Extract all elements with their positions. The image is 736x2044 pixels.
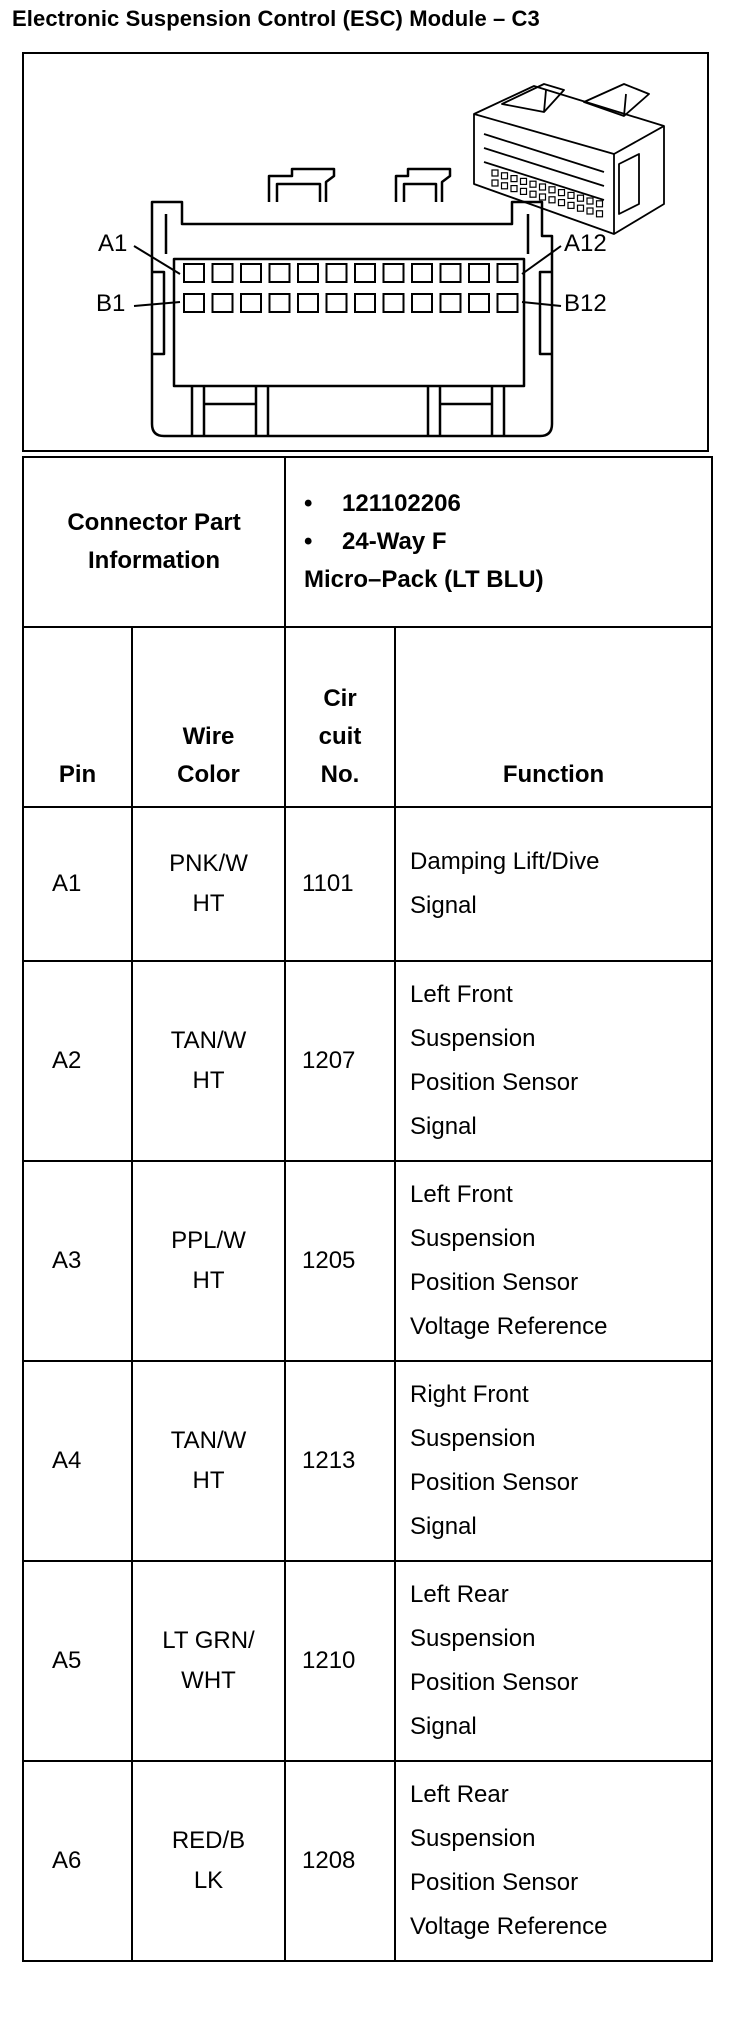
col-header-pin: Pin <box>23 627 132 807</box>
iso-pin-hole <box>511 186 517 192</box>
function-line: Left Front <box>410 981 513 1008</box>
function-line: Suspension <box>410 1625 536 1652</box>
wire-color-cell <box>132 1561 285 1761</box>
pin-cavity <box>270 264 290 282</box>
function-line: Suspension <box>410 1225 536 1252</box>
pin-cavity <box>412 264 432 282</box>
table-row <box>23 961 712 1161</box>
connector-series: Micro–Pack (LT BLU) <box>304 566 544 593</box>
wire-color-line: LK <box>193 1867 224 1894</box>
wire-color-line: TAN/W <box>170 1027 247 1054</box>
pin-cavity <box>469 294 489 312</box>
pin-cell: A3 <box>23 1161 132 1361</box>
pin-cell: A6 <box>23 1761 132 1961</box>
function-line: Left Front <box>410 1181 513 1208</box>
pin-cell: A5 <box>23 1561 132 1761</box>
circuit-cell: 1213 <box>285 1361 395 1561</box>
table-row <box>23 1761 712 1961</box>
pin-cavity <box>270 294 290 312</box>
iso-pin-hole <box>492 170 498 176</box>
function-cell <box>395 961 712 1161</box>
wire-color-line: PNK/W <box>169 850 248 877</box>
function-line: Left Rear <box>410 1581 509 1608</box>
wire-color-line: RED/B <box>171 1827 246 1854</box>
label-b1: B1 <box>96 290 126 317</box>
function-cell <box>395 1161 712 1361</box>
function-line: Voltage Reference <box>410 1913 608 1940</box>
pinout-table <box>22 456 713 1962</box>
table-row <box>23 1561 712 1761</box>
function-line: Position Sensor <box>410 1269 579 1296</box>
pin-cavity <box>355 264 375 282</box>
iso-pin-hole <box>568 202 574 208</box>
iso-pin-hole <box>530 191 536 197</box>
pin-cavity <box>241 294 261 312</box>
pin-cavity <box>241 264 261 282</box>
function-line: Suspension <box>410 1025 536 1052</box>
label-b12: B12 <box>564 290 607 317</box>
function-line: Signal <box>410 1713 477 1740</box>
function-line: Position Sensor <box>410 1069 579 1096</box>
pin-cell: A4 <box>23 1361 132 1561</box>
pin-cavity <box>412 294 432 312</box>
function-line: Position Sensor <box>410 1869 579 1896</box>
circuit-cell: 1208 <box>285 1761 395 1961</box>
function-line: Damping Lift/Dive <box>410 848 600 875</box>
connector-info-row <box>23 457 712 627</box>
circuit-cell: 1101 <box>285 807 395 961</box>
iso-pin-hole <box>502 183 508 189</box>
pin-cavity <box>469 264 489 282</box>
pin-cell: A1 <box>23 807 132 961</box>
header-row <box>23 627 712 807</box>
pin-cavity <box>327 264 347 282</box>
iso-pin-hole <box>578 205 584 211</box>
pin-cavity <box>184 294 204 312</box>
wire-color-line: HT <box>192 1067 225 1094</box>
circuit-cell: 1205 <box>285 1161 395 1361</box>
pin-cavity <box>184 264 204 282</box>
iso-pin-hole <box>530 181 536 187</box>
wire-color-line: HT <box>192 1267 225 1294</box>
pin-cavity <box>441 264 461 282</box>
function-line: Right Front <box>410 1381 529 1408</box>
function-line: Signal <box>410 1513 477 1540</box>
iso-pin-hole <box>492 180 498 186</box>
iso-pin-hole <box>540 184 546 190</box>
pin-cavity <box>213 264 233 282</box>
wire-color-cell <box>132 1161 285 1361</box>
iso-pin-hole <box>587 198 593 204</box>
connector-info-label: Connector Part Information <box>23 457 285 627</box>
circuit-cell: 1207 <box>285 961 395 1161</box>
wire-color-line: PPL/W <box>171 1227 246 1254</box>
col-header-wire-color: Wire Color <box>132 627 285 807</box>
col-header-function: Function <box>395 627 712 807</box>
col-header-circuit: Cir cuit No. <box>285 627 395 807</box>
iso-pin-hole <box>587 208 593 214</box>
iso-pin-hole <box>549 187 555 193</box>
function-line: Signal <box>410 1113 477 1140</box>
circuit-cell: 1210 <box>285 1561 395 1761</box>
pin-cavity <box>213 294 233 312</box>
pin-cavity <box>298 294 318 312</box>
function-line: Suspension <box>410 1425 536 1452</box>
iso-pin-hole <box>597 211 603 217</box>
function-line: Position Sensor <box>410 1469 579 1496</box>
function-line: Suspension <box>410 1825 536 1852</box>
function-cell <box>395 1361 712 1561</box>
wire-color-line: WHT <box>181 1667 236 1694</box>
pin-cavity <box>441 294 461 312</box>
function-cell <box>395 807 712 961</box>
pin-cavity <box>355 294 375 312</box>
iso-pin-hole <box>578 195 584 201</box>
connector-info-value: • 121102206 • 24-Way F Micro–Pack (LT BLU) <box>285 457 712 627</box>
function-line: Left Rear <box>410 1781 509 1808</box>
table-row <box>23 1161 712 1361</box>
wire-color-cell <box>132 1361 285 1561</box>
pin-cell: A2 <box>23 961 132 1161</box>
iso-pin-hole <box>559 200 565 206</box>
connector-type: 24-Way F <box>342 528 447 555</box>
label-a1: A1 <box>98 230 128 257</box>
iso-pin-hole <box>568 192 574 198</box>
iso-pin-hole <box>511 176 517 182</box>
wire-color-line: TAN/W <box>170 1427 247 1454</box>
page-title: Electronic Suspension Control (ESC) Module – C3 <box>12 6 540 31</box>
wire-color-line: LT GRN/ <box>162 1627 255 1654</box>
iso-pin-hole <box>521 178 527 184</box>
wire-color-cell <box>132 1761 285 1961</box>
connector-diagram <box>22 52 709 452</box>
pin-cavity <box>384 264 404 282</box>
pin-cavity <box>298 264 318 282</box>
iso-pin-hole <box>521 188 527 194</box>
wire-color-line: HT <box>192 1467 225 1494</box>
pin-cavity <box>498 264 518 282</box>
function-line: Position Sensor <box>410 1669 579 1696</box>
iso-pin-hole <box>597 201 603 207</box>
label-a12: A12 <box>564 230 607 257</box>
iso-pin-hole <box>559 190 565 196</box>
iso-pin-hole <box>540 194 546 200</box>
wire-color-cell <box>132 961 285 1161</box>
function-line: Voltage Reference <box>410 1313 608 1340</box>
part-number: 121102206 <box>342 490 461 517</box>
table-row <box>23 807 712 961</box>
iso-pin-hole <box>549 197 555 203</box>
function-cell <box>395 1761 712 1961</box>
iso-pin-hole <box>502 173 508 179</box>
pin-cavity <box>327 294 347 312</box>
wire-color-line: HT <box>192 890 225 917</box>
function-cell <box>395 1561 712 1761</box>
wire-color-cell <box>132 807 285 961</box>
pin-cavity <box>498 294 518 312</box>
pin-cavity <box>384 294 404 312</box>
table-row <box>23 1361 712 1561</box>
function-line: Signal <box>410 892 477 919</box>
